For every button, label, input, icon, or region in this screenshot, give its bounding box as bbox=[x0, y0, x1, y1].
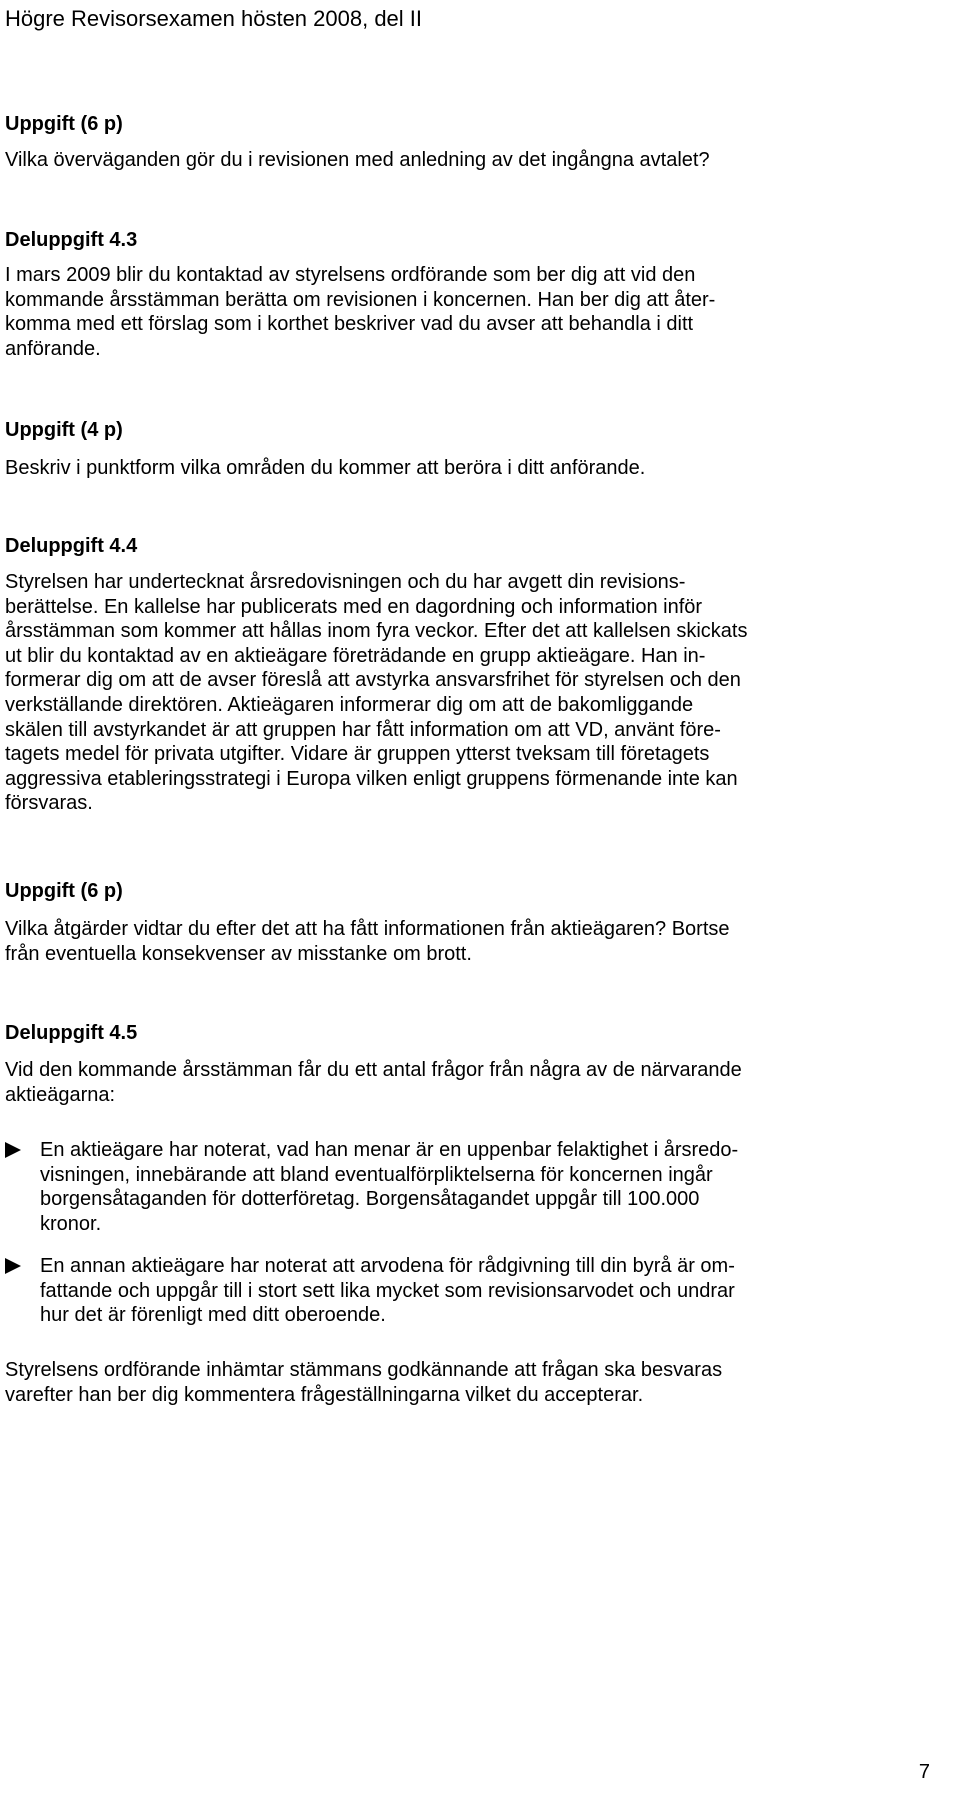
text-line: berättelse. En kallelse har publicerats med en dagordning och information inför bbox=[5, 595, 703, 618]
text-line: försvaras. bbox=[5, 792, 93, 815]
section-body bbox=[5, 917, 925, 966]
bullet-arrow-icon bbox=[5, 1258, 21, 1274]
text-line: formerar dig om att de avser föreslå att avstyrka ansvarsfrihet för styrelsen och den bbox=[5, 669, 741, 692]
text-line: visningen, innebärande att bland eventualförpliktelserna för koncernen ingår bbox=[40, 1163, 713, 1186]
text-line: aggressiva etableringsstrategi i Europa vilken enligt gruppens förmenande inte kan bbox=[5, 767, 738, 790]
text-line: Beskriv i punktform vilka områden du kommer att beröra i ditt anförande. bbox=[5, 457, 646, 479]
section-body bbox=[5, 263, 925, 361]
text-line: skälen till avstyrkandet är att gruppen har fått information om att VD, använt före- bbox=[5, 718, 721, 741]
text-line: Styrelsen har undertecknat årsredovisningen och du har avgett din revisions- bbox=[5, 571, 686, 593]
text-line: årsstämman som kommer att hållas inom fyra veckor. Efter det att kallelsen skickats bbox=[5, 620, 748, 643]
text-line: från eventuella konsekvenser av misstanke om brott. bbox=[5, 942, 472, 965]
text-line: Vilka åtgärder vidtar du efter det att ha fått informationen från aktieägaren? Bortse bbox=[5, 918, 730, 940]
section-body bbox=[5, 570, 925, 816]
text-line: komma med ett förslag som i korthet beskriver vad du avser att behandla i ditt bbox=[5, 313, 694, 336]
text-line: En annan aktieägare har noterat att arvodena för rådgivning till din byrå är om- bbox=[40, 1255, 735, 1277]
text-line: kommande årsstämman berätta om revisionen i koncernen. Han ber dig att åter- bbox=[5, 288, 716, 311]
page-number: 7 bbox=[918, 1761, 930, 1783]
section-heading: Deluppgift 4.3 bbox=[5, 229, 138, 251]
text-line: Vilka överväganden gör du i revisionen med anledning av det ingångna avtalet? bbox=[5, 149, 710, 171]
section-body bbox=[5, 1058, 925, 1107]
text-line: verkställande direktören. Aktieägaren informerar dig om att de bakomliggande bbox=[5, 693, 694, 716]
text-line: hur det är förenligt med ditt oberoende. bbox=[40, 1304, 386, 1327]
text-line: kronor. bbox=[40, 1212, 102, 1235]
text-line: fattande och uppgår till i stort sett lika mycket som revisionsarvodet och undrar bbox=[40, 1279, 735, 1302]
text-line: varefter han ber dig kommentera frågeställningarna vilket du accepterar. bbox=[5, 1383, 644, 1406]
section-heading: Deluppgift 4.5 bbox=[5, 1022, 138, 1044]
text-line: I mars 2009 blir du kontaktad av styrelsens ordförande som ber dig att vid den bbox=[5, 264, 696, 286]
section-heading: Uppgift (4 p) bbox=[5, 419, 123, 441]
text-line: borgensåtaganden för dotterföretag. Borgensåtagandet uppgår till 100.000 bbox=[40, 1188, 700, 1211]
list-item-text bbox=[40, 1254, 830, 1328]
section-body bbox=[5, 456, 925, 481]
list-item-text bbox=[40, 1138, 830, 1236]
section-body bbox=[5, 148, 925, 173]
text-line: aktieägarna: bbox=[5, 1083, 116, 1106]
closing-paragraph bbox=[5, 1358, 925, 1407]
text-line: Styrelsens ordförande inhämtar stämmans godkännande att frågan ska besvaras bbox=[5, 1359, 723, 1381]
text-line: Vid den kommande årsstämman får du ett antal frågor från några av de närvarande bbox=[5, 1059, 742, 1081]
bullet-arrow-icon bbox=[5, 1142, 21, 1158]
page-header: Högre Revisorsexamen hösten 2008, del II bbox=[5, 6, 423, 31]
text-line: ut blir du kontaktad av en aktieägare företrädande en grupp aktieägare. Han in- bbox=[5, 644, 706, 667]
section-heading: Uppgift (6 p) bbox=[5, 113, 123, 135]
section-heading: Deluppgift 4.4 bbox=[5, 535, 138, 557]
section-heading: Uppgift (6 p) bbox=[5, 880, 123, 902]
text-line: tagets medel för privata utgifter. Vidare är gruppen ytterst tveksam till företagets bbox=[5, 743, 710, 766]
text-line: En aktieägare har noterat, vad han menar är en uppenbar felaktighet i årsredo- bbox=[40, 1139, 739, 1161]
text-line: anförande. bbox=[5, 337, 101, 360]
